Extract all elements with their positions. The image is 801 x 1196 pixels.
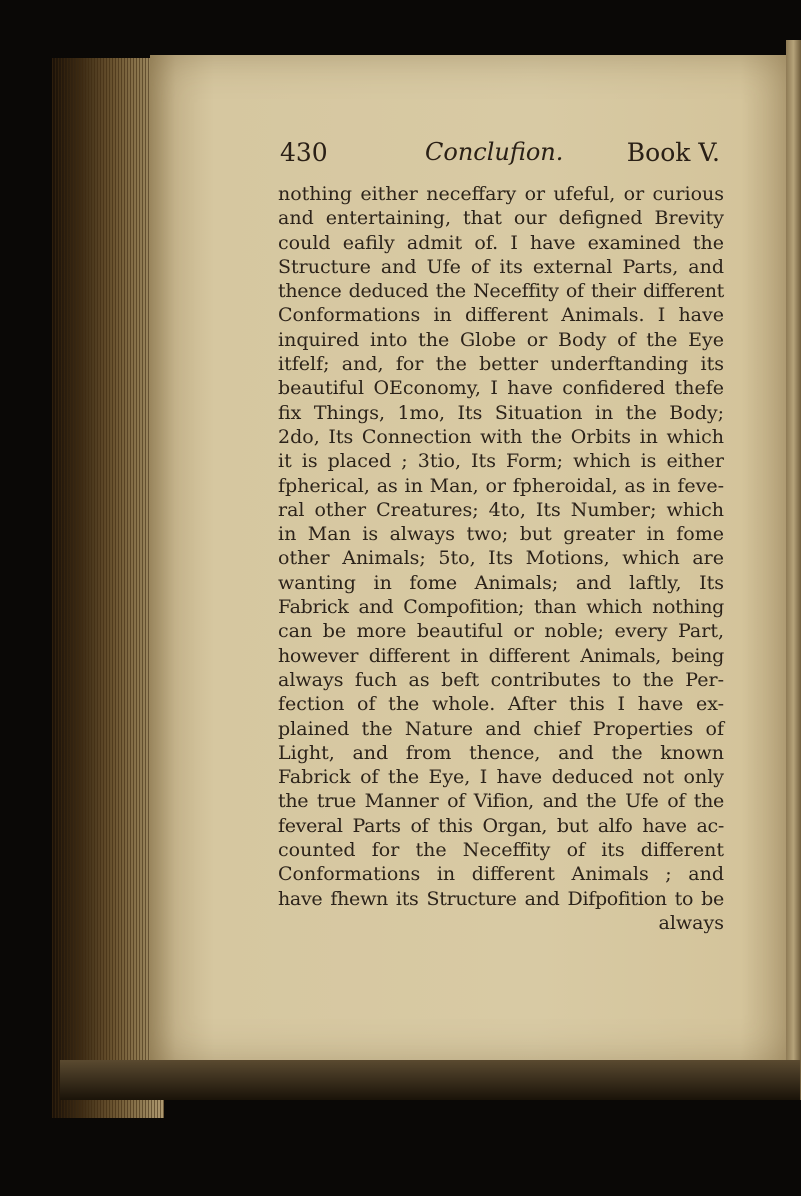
book-spine [52,58,164,1118]
text-line: fpherical, as in Man, or fpheroidal, as in feve- [278,474,724,497]
page-header [280,138,720,178]
text-line: 2do, Its Connection with the Orbits in which [278,425,724,448]
text-line: and entertaining, that our defigned Brevity [278,207,724,230]
text-line: it is placed ; 3tio, Its Form; which is either [278,450,724,473]
running-title: Conclufion. [425,138,564,166]
text-line: Structure and Ufe of its external Parts, and [278,255,724,278]
text-line: plained the Nature and chief Properties of [278,717,724,740]
text-line: Light, and from thence, and the known [278,741,724,764]
text-line: other Animals; 5to, Its Motions, which are [278,547,724,570]
text-line: itfelf; and, for the better underftanding its [278,353,724,376]
text-line: beautiful OEconomy, I have confidered thefe [278,377,724,400]
text-line: ral other Creatures; 4to, Its Number; which [278,498,724,521]
text-line: could eafily admit of. I have examined the [278,231,724,254]
page-number: 430 [280,138,328,167]
text-line: thence deduced the Neceffity of their different [278,280,724,303]
text-line: the true Manner of Vifion, and the Ufe of the [278,790,724,813]
text-line: Fabrick of the Eye, I have deduced not only [278,766,724,789]
text-line: wanting in fome Animals; and laftly, Its [278,571,724,594]
text-line: fix Things, 1mo, Its Situation in the Body; [278,401,724,424]
catchword: always [658,911,724,934]
text-line: fection of the whole. After this I have ex- [278,693,724,716]
body-text [278,182,724,935]
text-line: counted for the Neceffity of its different [278,839,724,862]
page-bottom-shadow [60,1060,800,1100]
text-line: inquired into the Globe or Body of the Eye [278,328,724,351]
text-line: Conformations in different Animals ; and [278,863,724,886]
text-line: have fhewn its Structure and Difpofition to be [278,887,724,910]
text-line: always fuch as beft contributes to the Per- [278,668,724,691]
text-line: Conformations in different Animals. I have [278,304,724,327]
text-line: in Man is always two; but greater in fome [278,523,724,546]
text-line: Fabrick and Compofition; than which nothing [278,596,724,619]
text-line: however different in different Animals, being [278,644,724,667]
text-line: feveral Parts of this Organ, but alfo have ac- [278,814,724,837]
book-label: Book V. [626,138,720,167]
page-edge [786,40,801,1100]
text-line: can be more beautiful or noble; every Part, [278,620,724,643]
text-line: nothing either neceffary or ufeful, or curious [278,183,724,205]
